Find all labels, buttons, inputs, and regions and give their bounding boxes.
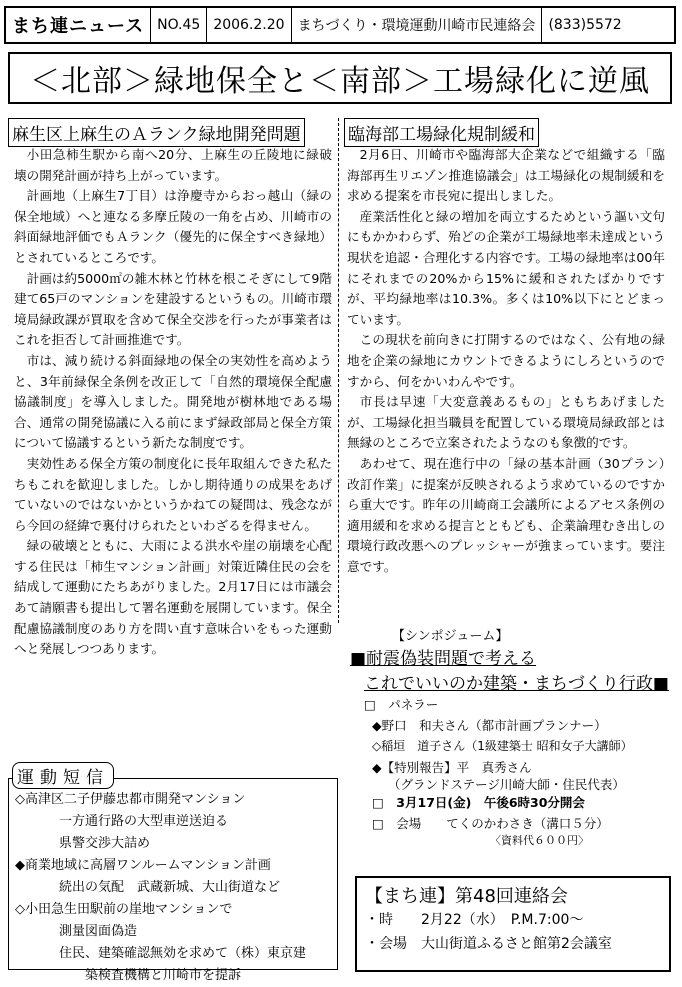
paragraph: 市は、減り続ける斜面緑地の保全の実効性を高めようと、3年前緑保全条例を改正して「自然的環境保全配慮協議制度」を導入しました。開発地が樹林地である場合、通常の開発協議に入る前にまず緑政部局と保全方策について協議するという新たな制度です。 — [14, 352, 332, 451]
paragraph: 市長は早速「大変意義あるもの」ともちあげましたが、工場緑化担当職員を配置している環境局緑政部とは無縁のところで立案されたようなのも象徴的です。 — [347, 394, 665, 451]
paragraph: 2月6日、川崎市や臨海部大企業などで組織する「臨海部再生リエゾン推進協議会」は工場緑化の規制緩和を求める提案を市長宛に提出しました。 — [347, 147, 665, 204]
paragraph: 産業活性化と緑の増加を両立するためという謳い文句にもかかわらず、殆どの企業が工場緑地率未達成という現状を追認・合理化する内容です。工場の緑地率は00年にそれまでの20%から15%に緩和されたばかりですが、平均緑地率は10.3%。多くは10%以下にとどまっています。 — [347, 208, 665, 327]
news-flash-box — [8, 778, 338, 983]
symposium-venue: □ 会場 てくのかわさき（溝口５分） — [372, 816, 609, 831]
panelist: ◇稲垣 道子さん（1級建築士 昭和女子大講師） — [372, 739, 633, 753]
special-report: ◆【特別報告】平 真秀さん — [372, 760, 532, 775]
news-line: 住民、建築確認無効を求めて（株）東京建 — [59, 946, 307, 961]
right-article-heading: 臨海部工場緑化規制緩和 — [344, 118, 539, 147]
main-headline: ＜北部＞緑地保全と＜南部＞工場緑化に逆風 — [8, 52, 672, 104]
panel-label: □ パネラー — [364, 697, 439, 712]
meeting-title: 【まち連】第48回連絡会 — [365, 886, 568, 907]
news-line: 続出の気配 武蔵新城、大山街道など — [59, 880, 281, 895]
news-line: 築検査機構と川崎市を提訴 — [85, 968, 242, 983]
paragraph: 計画地（上麻生7丁目）は浄慶寺からおっ越山（緑の保全地域）へと連なる多摩丘陵の一角を占め、川崎市の斜面緑地評価でもＡランク（優先的に保全すべき緑地）とされているところです。 — [14, 188, 332, 265]
symposium-label: 【シンポジューム】 — [392, 629, 509, 644]
issue-number: NO.45 — [151, 8, 207, 42]
news-line: 測量図面偽造 — [59, 924, 138, 939]
paragraph: 計画は約5000㎡の雑木林と竹林を根こそぎにして9階建て65戸のマンションを建設するというもの。川崎市環境局緑政課が買取を含めて保全交渉を行ったが事業者はこれを拒否して計画推進です。 — [14, 270, 332, 348]
left-article-body — [14, 145, 332, 660]
masthead — [4, 6, 676, 44]
news-line: 一方通行路の大型車逆送迫る — [59, 814, 229, 829]
paragraph: 小田急柿生駅から南へ20分、上麻生の丘陵地に緑破壊の開発計画が持ち上がっています。 — [14, 147, 332, 183]
paragraph: 実効性ある保全方策の制度化に長年取組んできた私たちもこれを歓迎しました。しかし期待通りの成果をあげていないのではないかというかねての疑問は、残念ながら今回の経緯で裏付けられたといわざるを得ません。 — [14, 455, 332, 533]
right-article-body — [347, 145, 665, 577]
symposium-date: □ 3月17日(金) 午後6時30分開会 — [372, 795, 585, 810]
news-line: 県警交渉大詰め — [59, 836, 151, 851]
organization-name: まちづくり・環境運動川崎市民連絡会 — [292, 8, 543, 42]
meeting-venue: ・会場 大山街道ふるさと館第2会議室 — [365, 936, 612, 952]
paragraph: 緑の破壊とともに、大雨による洪水や崖の崩壊を心配する住民は「柿生マンション計画」対策近隣住民の会を結成して運動にたちあがりました。2月17日には市議会あて請願書も提出して署名運動を展開しています。保全配慮協議制度のあり方を問い直す意味合いをもった運動へと発展しつつあります。 — [14, 538, 332, 657]
special-report-affiliation: （グランドステージ川崎大師・住民代表） — [388, 777, 625, 792]
meeting-notice — [355, 876, 671, 972]
left-article-heading: 麻生区上麻生のＡランク緑地開発問題 — [8, 118, 305, 147]
meeting-time: ・時 2月22（水） P.M.7:00～ — [365, 912, 584, 928]
news-flash-label: 運動短信 — [12, 762, 114, 789]
symposium-theme: ■耐震偽装問題で考える — [350, 649, 537, 669]
paragraph: この現状を前向きに打開するのではなく、公有地の緑地を企業の緑地にカウントできるようにしろというのですから、何をかいわんやです。 — [347, 332, 665, 389]
news-line: ◇小田急生田駅前の崖地マンションで — [15, 902, 233, 917]
symposium-theme: これでいいのか建築・まちづくり行政■ — [364, 674, 669, 694]
issue-date: 2006.2.20 — [207, 8, 291, 42]
news-line: ◇高津区二子伊藤忠都市開発マンション — [15, 792, 246, 807]
paragraph: あわせて、現在進行中の「緑の基本計画（30プラン）改訂作業」に提案が反映されるよう求めているのですから重大です。昨年の川崎商工会議所によるアセス条例の適用緩和を求める提言とともども、企業論理むき出しの環境行政改悪へのプレッシャーが強まっています。要注意です。 — [347, 455, 665, 574]
symposium-notice — [350, 625, 670, 847]
newsletter-name: まち連ニュース — [6, 8, 151, 42]
symposium-fee: 〈資料代６００円〉 — [490, 834, 589, 847]
phone-number: (833)5572 — [548, 17, 622, 33]
panelist: ◆野口 和夫さん（都市計画プランナー） — [372, 718, 607, 733]
column-divider — [338, 118, 339, 623]
news-line: ◆商業地域に高層ワンルームマンション計画 — [15, 858, 271, 873]
